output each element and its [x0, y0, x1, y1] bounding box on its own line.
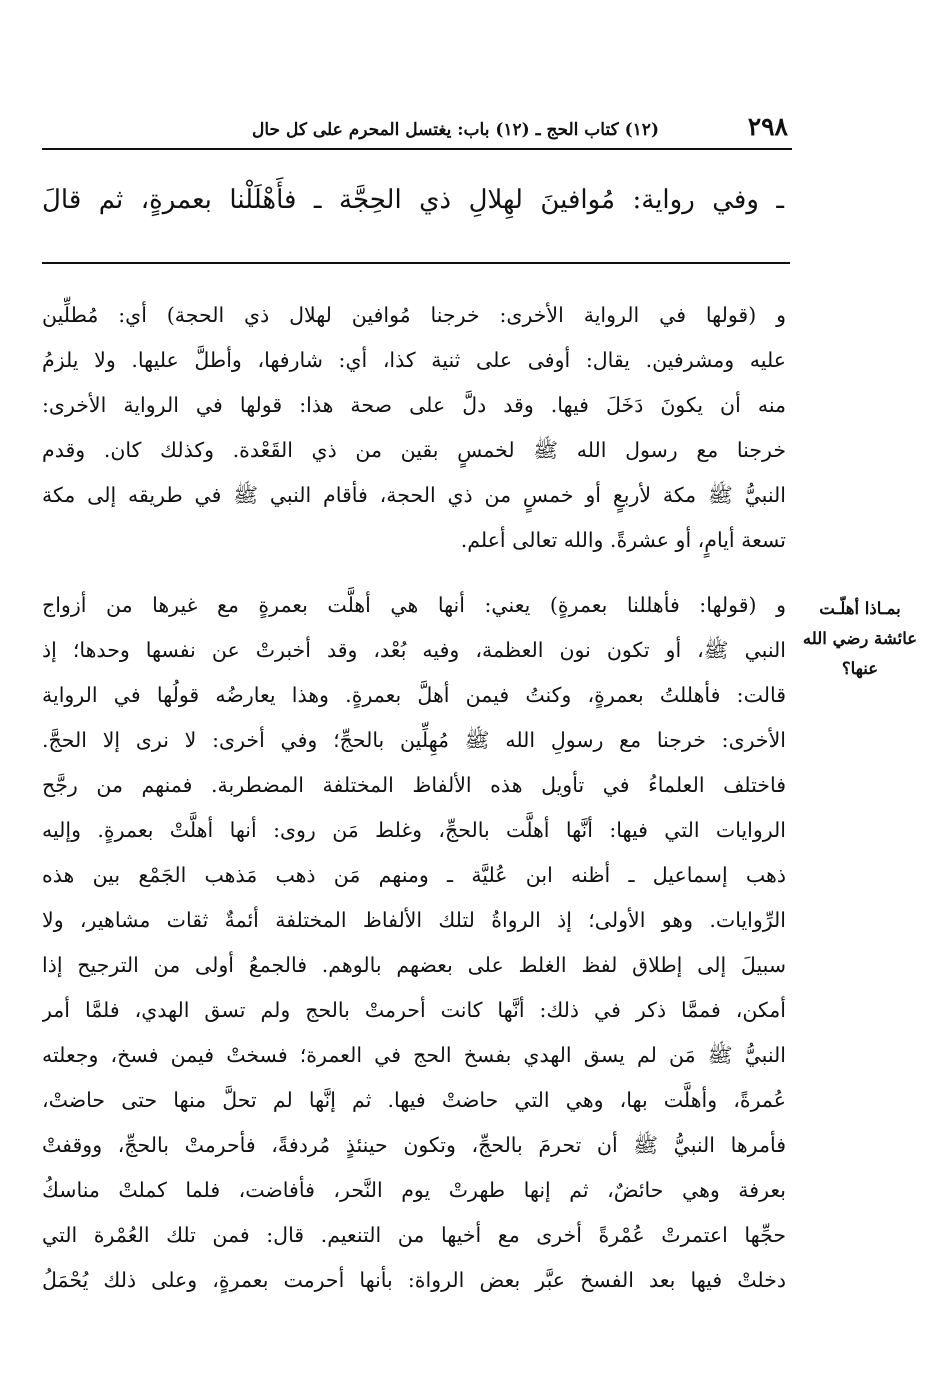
margin-note-line: بمـاذا أهلّـت: [819, 599, 901, 618]
margin-note-line: عنها؟: [841, 659, 879, 678]
text-line: و (قولها في الرواية الأخرى: خرجنا مُوافين لهلال ذي الحجة) أي: مُطلِّين: [42, 303, 786, 327]
text-line: أمكن، فممَّا ذكر في ذلك: أنَّها كانت أحرمتْ بالحج ولم تسق الهدي، فلمَّا أمر: [42, 998, 786, 1022]
margin-note: [796, 594, 924, 684]
text-line: منه أن يكونَ دَخَلَ فيها. وقد دلَّ على صحة هذا: قولها في الرواية الأخرى:: [42, 393, 786, 417]
text-line: و (قولها: فأهللنا بعمرةٍ) يعني: أنها هي أهلَّت بعمرةٍ مع غيرها من أزواج: [42, 593, 786, 617]
text-line: فأمرها النبيُّ ﷺ أن تحرمَ بالحجِّ، وتكون حينئذٍ مُردفةً، فأحرمتْ بالحجِّ، ووقفتْ: [42, 1133, 786, 1157]
text-line: الرِّوايات. وهو الأولى؛ إذ الرواةُ لتلك الألفاظ المختلفة أئمةٌ ثقات مشاهير، ولا: [42, 908, 786, 932]
text-line: عليه ومشرفين. يقال: أوفى على ثنية كذا، أي: شارفها، وأطلَّ عليها. ولا يلزمُ: [42, 348, 786, 372]
section-divider: [42, 262, 790, 264]
text-line: حجِّها اعتمرتْ عُمْرةً أخرى مع أخيها من التنعيم. قال: فمن تلك العُمْرة التي: [42, 1223, 786, 1247]
page-number: ٢٩٨: [747, 112, 788, 141]
page-header: [42, 112, 792, 150]
text-line: النبيُّ ﷺ مكة لأربعٍ أو خمسٍ من ذي الحجة، فأقام النبي ﷺ في طريقه إلى مكة: [42, 483, 786, 507]
text-line: بعرفة وهي حائضٌ، ثم إنها طهرتْ يوم النَّحر، فأفاضت، فلما كملتْ مناسكُ: [42, 1178, 786, 1202]
text-line: خرجنا مع رسول الله ﷺ لخمسٍ بقين من ذي القَعْدة. وكذلك كان. وقدم: [42, 438, 786, 462]
text-line: الأخرى: خرجنا مع رسولِ الله ﷺ مُهِلِّين بالحجِّ؛ وفي أخرى: لا نرى إلا الحجَّ.: [42, 728, 786, 752]
margin-note-line: عائشة رضي الله: [802, 629, 918, 648]
text-line: تسعة أيامٍ، أو عشرةً. والله تعالى أعلم.: [460, 528, 786, 552]
commentary-paragraph-1: [42, 293, 786, 563]
hadith-text: ـ وفي رواية: مُوافينَ لهِلالِ ذي الحِجَّة ـ فأَهْلَلْنا بعمرةٍ، ثم قالَ: [42, 185, 784, 215]
text-line: الروايات التي فيها: أنَّها أهلَّت بالحجِّ، وغلط مَن روى: أنها أهلَّتْ بعمرةٍ. وإليه: [42, 818, 786, 842]
text-line: قالت: فأهللتُ بعمرةٍ، وكنتُ فيمن أهلَّ بعمرةٍ. وهذا يعارضُه قولُها في الرواية: [42, 683, 786, 707]
text-line: عُمرةً، وأهلَّت بها، وهي التي حاضتْ فيها. ثم إنَّها لم تحلَّ منها حتى حاضتْ،: [42, 1088, 786, 1112]
text-line: فاختلف العلماءُ في تأويل هذه الألفاظ المختلفة المضطربة. فمنهم من رجَّح: [42, 773, 786, 797]
running-title: (١٢) كتاب الحج ـ (١٢) باب: يغتسل المحرم على كل حال: [252, 120, 659, 140]
text-line: النبي ﷺ، أو تكون نون العظمة، وفيه بُعْد، وقد أخبرتْ عن نفسها وحدها؛ إذ: [42, 638, 786, 662]
text-line: ذهب إسماعيل ـ أظنه ابن عُليَّة ـ ومنهم مَن ذهب مَذهب الجَمْع بين هذه: [42, 863, 786, 887]
commentary-paragraph-2: [42, 583, 786, 1303]
text-line: النبيُّ ﷺ مَن لم يسق الهدي بفسخ الحج في العمرة؛ فسختْ فيمن فسخ، وجعلته: [42, 1043, 786, 1067]
text-line: دخلتْ فيها بعد الفسخ عبَّر بعض الرواة: بأنها أحرمت بعمرةٍ، وعلى ذلك يُحْمَلُ: [42, 1268, 786, 1292]
text-line: سبيلَ إلى إطلاق لفظ الغلط على بعضهم بالوهم. فالجمعُ أولى من الترجيح إذا: [42, 953, 786, 977]
